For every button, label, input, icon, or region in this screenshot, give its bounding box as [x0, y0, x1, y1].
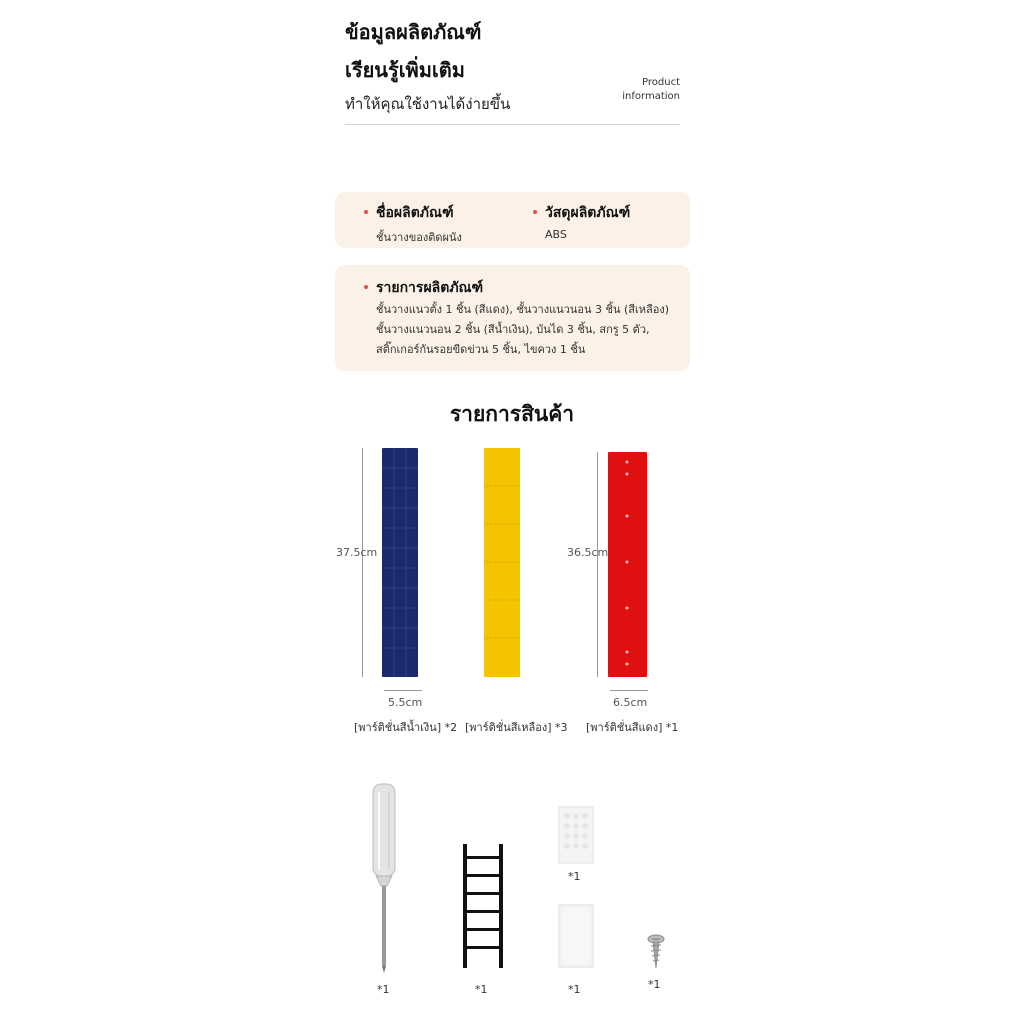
sticker-large-count: *1 — [568, 983, 581, 996]
caption-yellow-partition: [พาร์ติชั่นสีเหลือง] *3 — [465, 721, 568, 734]
product-info-line1: Product — [642, 77, 680, 88]
width-label-blue: 5.5cm — [388, 696, 423, 709]
screw-icon — [646, 934, 666, 970]
screw-holes-icon — [608, 452, 647, 677]
height-dimension-line — [362, 448, 363, 677]
width-label-red: 6.5cm — [613, 696, 648, 709]
caption-red-partition: [พาร์ติชั่นสีแดง] *1 — [586, 721, 679, 734]
bullet-icon — [364, 210, 368, 214]
header-divider — [345, 124, 680, 125]
sticker-sheet-small-icon — [558, 806, 594, 864]
screwdriver-icon — [366, 782, 402, 974]
material-label: วัสดุผลิตภัณฑ์ — [545, 205, 631, 221]
width-dimension-line — [610, 690, 648, 691]
partition-grid-icon — [382, 448, 418, 677]
bullet-icon — [533, 210, 537, 214]
product-info-line2: information — [622, 91, 680, 102]
bullet-icon — [364, 285, 368, 289]
yellow-partition-image — [484, 448, 520, 677]
height-dimension-line — [597, 452, 598, 677]
sticker-sheet-large-icon — [558, 904, 594, 968]
sticker-small-count: *1 — [568, 870, 581, 883]
height-label-red: 36.5cm — [567, 546, 609, 559]
red-partition-image — [608, 452, 647, 677]
page-title-secondary: เรียนรู้เพิ่มเติม — [345, 58, 465, 82]
ladder-count: *1 — [475, 983, 488, 996]
height-label-blue: 37.5cm — [336, 546, 378, 559]
ladder-icon — [460, 842, 506, 970]
page-subtitle: ทำให้คุณใช้งานได้ง่ายขึ้น — [345, 95, 511, 113]
width-dimension-line — [384, 690, 422, 691]
list-item: ชั้นวางแนวตั้ง 1 ชิ้น (สีแดง), ชั้นวางแนวนอน 3 ชิ้น (สีเหลือง) — [376, 303, 670, 316]
material-value: ABS — [545, 228, 567, 241]
product-items-label: รายการผลิตภัณฑ์ — [376, 280, 484, 296]
screw-count: *1 — [648, 978, 661, 991]
caption-blue-partition: [พาร์ติชั่นสีน้ำเงิน] *2 — [354, 721, 458, 734]
list-item: ชั้นวางแนวนอน 2 ชิ้น (สีน้ำเงิน), บันได 3 ชิ้น, สกรู 5 ตัว, — [376, 323, 650, 336]
blue-partition-image — [382, 448, 418, 677]
list-item: สติ๊กเกอร์กันรอยขีดข่วน 5 ชิ้น, ไขควง 1 ชิ้น — [376, 343, 586, 356]
product-information-label — [600, 76, 680, 104]
product-name-value: ชั้นวางของติดผนัง — [376, 231, 462, 244]
partition-grid-icon — [484, 448, 520, 677]
screwdriver-count: *1 — [377, 983, 390, 996]
section-title: รายการสินค้า — [449, 402, 575, 426]
product-name-label: ชื่อผลิตภัณฑ์ — [376, 205, 454, 221]
product-items-list — [376, 300, 669, 360]
page-title: ข้อมูลผลิตภัณฑ์ — [345, 20, 482, 44]
